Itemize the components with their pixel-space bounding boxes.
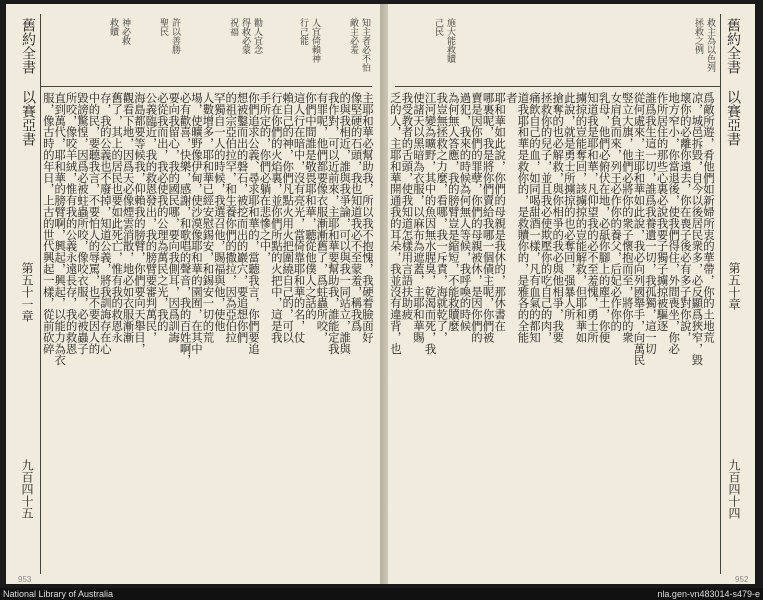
text-column: 要向我留心，我的國民哪，要向我側耳，因爲訓誨 [167,92,182,343]
text-column: 海島都要等候我，仰賴我的膀臂，你們要向天舉目， [133,92,147,355]
margin-note: 人宜倚賴神 [310,18,320,63]
text-column: 為何無人答應，我的膀臂豈是縮短，不能救贖麼 [446,92,461,332]
text-column: 必有歡喜，快樂，感謝，和歌唱的聲音，我的百姓啊， [178,92,193,366]
header-rule [720,14,721,574]
text-column: 人數增多，耶和華已經安慰錫安，和錫安一切的荒 [201,92,216,343]
running-title: 舊約全書 以賽亞書 [20,18,36,146]
page-number: 九百四十五 [20,459,34,519]
text-column: 耶和華如此說，你們的母親是我休的，那休書在 [493,92,508,332]
text-column: 拯救你的兒子，並且我必使欺壓你的吃自己的肉， [539,92,554,343]
text-column: 凉，城邑拆毀，自今以後居民衆多，必反顯爲狹窄，毀 [690,92,705,366]
margin-note: 施大能救贖 [445,18,455,63]
text-column: 搶奪的也必解救，與你相爭的我必與他相爭，我要 [551,92,566,343]
text-column: 賴自己的神，你們凡點火用火把圍繞自己的，可以 [281,92,296,343]
text-column: 賣是因你們的罪孽，你們的母親被休，是因你們的 [470,92,484,343]
text-column: 作所居住的那些心裏必說我要子獨子擄掠被驅逐 [655,92,670,332]
text-column: 場，使曠野像伊甸，使沙漠像耶和華的園囿，在其中 [190,92,204,355]
text-column: 這人行在暗中，沒有亮光，當倚靠耶和華的名，仗 [292,92,307,343]
text-column: 女肩負而來，列王必作你的養父，后妃必作你的 [609,92,624,332]
text-column: 服，像古時的年日，上古的世代興起一樣，從前砍碎 [41,92,56,355]
margin-note: 己民 [433,18,443,36]
margin-note: 得救必蒙 [240,18,250,54]
text-column: 者 [504,92,519,104]
text-column: 所咬，像咬羊絨，惟有我的公義永遠長存，我的救恩 [64,92,79,355]
text-column: 哪裏呢，我是將你們賣給我哪一個債主呢，你們被 [481,92,496,343]
text-column: 從何處來，主耶和華如此說，我必向列國舉手，向萬民 [632,92,647,366]
pencil-page-mark: 953 [18,575,32,584]
text-column: 痛飲自己的血，如同喝甜酒一樣，凡有血氣的都知 [528,92,542,343]
margin-note: 敵主必羞 [348,18,358,54]
text-column: 壞你的必離你遠去，你在喪子後必有多子對你說， [678,92,693,343]
text-column: 舊了，其上的居民也要如此死亡，惟有我的救恩永 [110,92,125,343]
chapter-heading: 第五十章 [727,262,741,310]
text-column: 存，我的公義也不廢掉，知道公義，將我訓誨存在心 [98,92,113,355]
text-column: 乳母，他們必俯伏在地，必舐你腳上的塵土，你便 [597,92,612,343]
margin-note: 救贖 [108,18,118,36]
text-column: 江河變為曠野，其中的魚因無水腥臭，乾渴而死，我 [423,92,438,355]
text-column: 誰爲我生這一切，誰爲我養遺一切，我孤獨，這一切 [644,92,658,355]
text-column: 乏的人，主耶和華開通我的耳朵，我並沒有違背，也 [388,92,403,355]
text-column: 手所定的，你們必躺在悲慘之中， [258,92,273,263]
text-column: 有罪呢，他們都要像衣服漸漸舊了，爲蛀蟲所咬， [315,92,330,343]
margin-note: 祝福 [228,18,238,36]
text-column: 想被鑿而出的磐石，被挖而出的巖穴，要追想你們 [235,92,250,343]
notes-rule [395,86,721,87]
pencil-page-mark: 952 [735,575,749,584]
text-column: 主耶和華必幫助我，所以我不抱愧，我硬着臉面好 [361,92,375,343]
margin-note: 救主為以色列 [705,18,715,72]
text-column: 行在你們的火焰裏，並你們所點的火把中，這是我 [269,92,284,343]
chapter-heading: 第五十一章 [20,262,34,322]
header-rule [40,14,41,574]
text-column: 你們追求公義、尋求耶和華的，當聽我言，你們要追 [247,92,261,355]
running-title: 舊約全書 以賽亞書 [725,18,741,146]
text-column: 地方窄小，你當退後，使我們得住，外間喪坐，你必 [667,92,682,355]
text-column: 觀看下地，因爲天必像煙雲消散，地必如衣服漸漸 [121,92,136,343]
catalogue-ref: nla.gen-vn483014-s479-e [657,589,760,599]
text-column: 我作對，可以近前來，主耶和華要幫助我，誰能定我 [326,92,341,355]
text-column: 的與我相近，誰與我爭論，可以與我一同站立，誰與 [338,92,353,355]
text-column: 使諸天以黑暗為衣服，以麻布為遮蓋，主耶和華賜 [412,92,426,343]
text-column: 毀謗驚惶，因爲必被蛀蟲所咬，像咬衣服，必被蟲子 [76,92,90,355]
text-column: 擄掠的豈能奪回，該擄掠的豈能解救，但耶和華如 [574,92,589,343]
text-column: 此說，就是勇士所擄掠的也必奪回，强暴人所 [562,92,577,320]
text-column: 必從我而出，我必使我的公理為萬民之光，我的 [155,92,170,332]
text-column: 我受教者的舌頭，使我知道怎樣用言語扶助疲 [400,92,415,320]
notes-rule [40,86,372,87]
text-column: 竪立大旗，他們必將你的衆子懷抱而至，將你的衆 [620,92,635,343]
text-column: 道我耶和華是救你的，是救贖你的，是雅各的全能 [516,92,531,343]
text-column: 中的民，要聽我言，不要怕人的辱罵，也不要因人的 [87,92,102,355]
text-column: 爲敵所遊，肴他們如新婦所衷的華帶，你的土地荒 [702,92,716,343]
margin-note: 勸人宜念 [252,18,262,54]
footer-bar [0,588,763,600]
text-column: 你們中間誰是敬畏耶和華，聽從他僕人之話的 [304,92,318,320]
margin-note: 許以善勝 [170,18,180,54]
margin-note: 行己能 [298,18,308,45]
right-page [385,4,755,584]
text-column: 知道我是耶和華，凡仰望我的必不至羞愧，勇士所 [586,92,600,343]
text-column: 直到萬代，耶和華的膀臂啊，興起，興起，以能力為衣 [53,92,68,366]
margin-note: 聖民 [158,18,168,36]
text-column: 我豈無拯救之力麼，看哪，我一斥責，海就乾了， [435,92,450,343]
margin-note: 神必救 [120,18,130,45]
page-number: 九百四十四 [727,459,741,519]
library-credit: National Library of Australia [3,589,114,599]
text-column: 像堅硬的石頭，我也知道我必不至蒙羞，稱我爲 [349,92,364,332]
text-column: 過犯，我來的時候為何無人等候，我呼喚的時候 [458,92,473,332]
text-column: 公義臨近，我的救恩發出，我的膀臂要審判萬民， [144,92,159,343]
left-page [6,4,380,584]
text-column: 的祖宗亞伯拉罕，和生養你們的撒拉，因為亞伯拉 [224,92,239,343]
margin-note: 知主者必不怕 [360,18,370,72]
margin-note: 拯救之例 [693,18,703,54]
text-column: 罕獨自一人的時候，我選召他，賜福與他，使他 [212,92,227,332]
